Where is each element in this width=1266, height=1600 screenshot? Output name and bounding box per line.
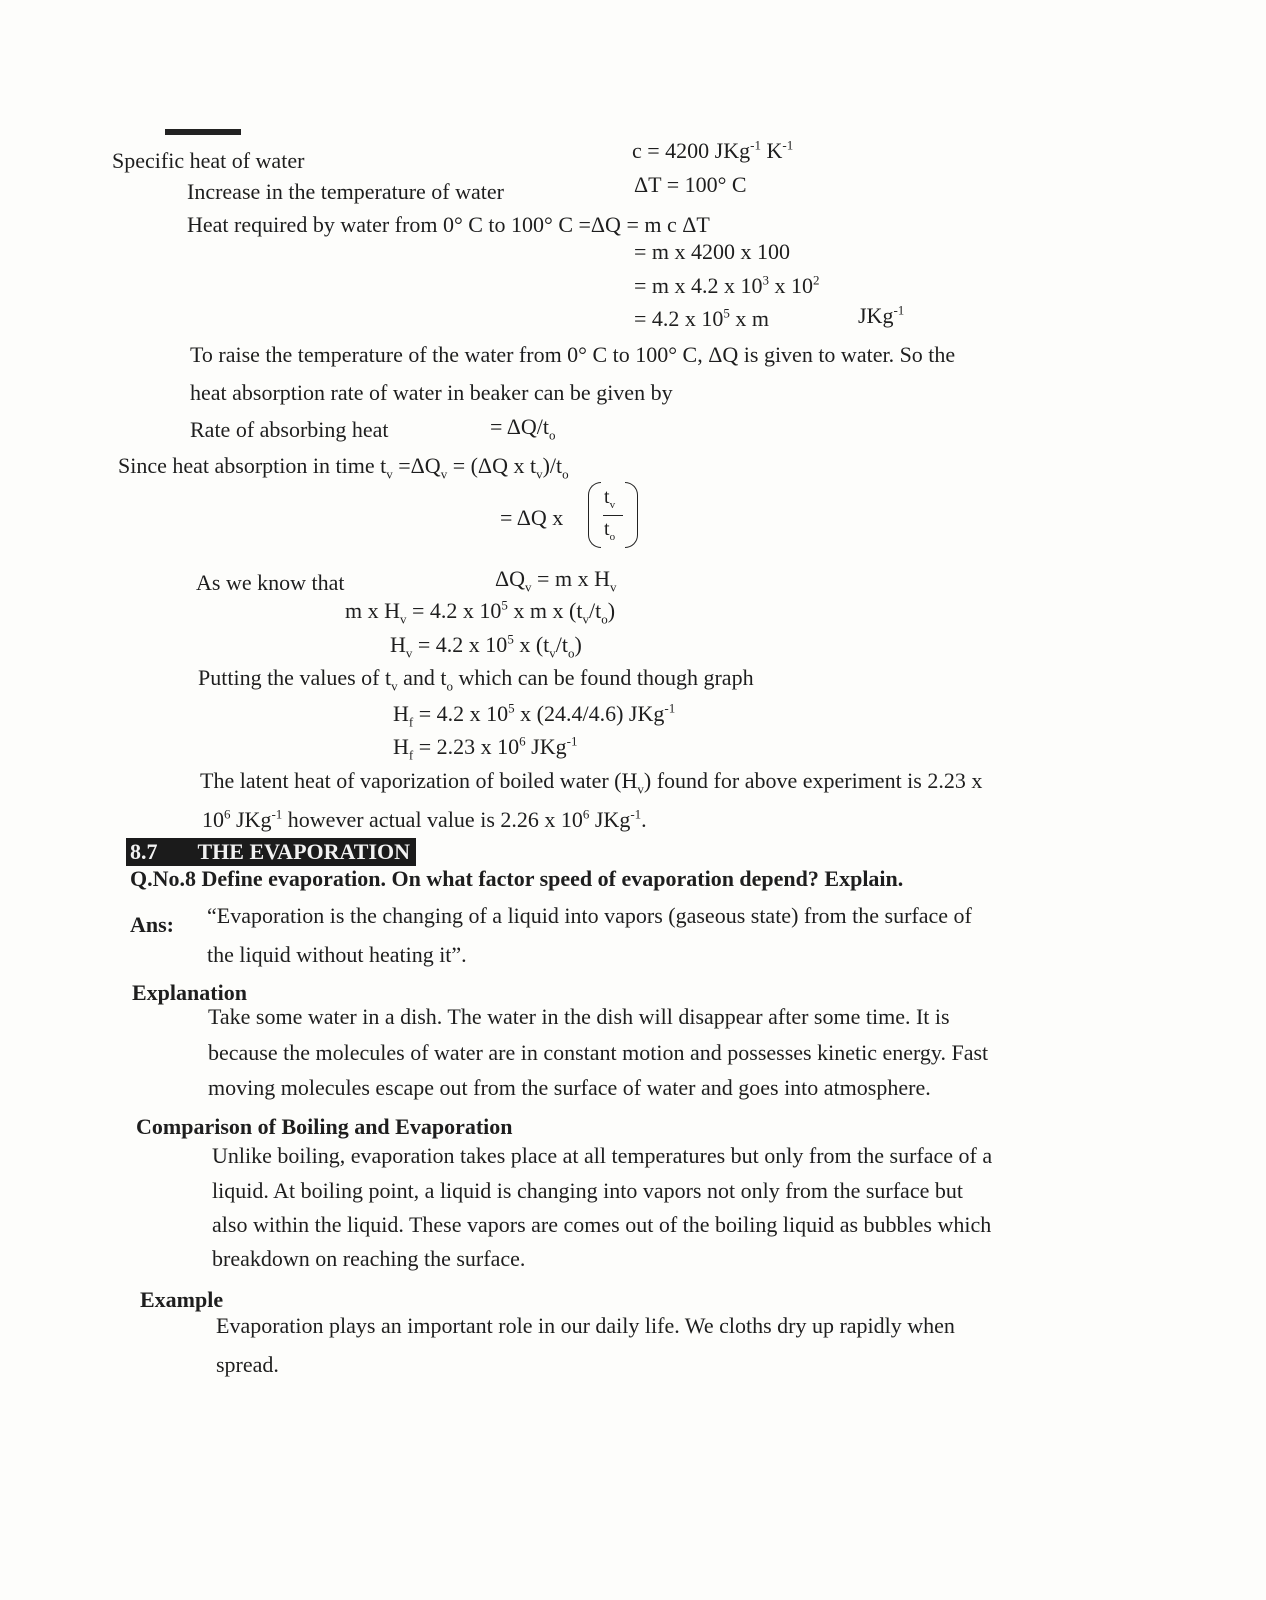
section-number: 8.7 (130, 839, 158, 864)
example-line: Evaporation plays an important role in our daily life. We cloths dry up rapidly when (216, 1313, 955, 1338)
specific-heat-label: Specific heat of water (112, 148, 305, 173)
section-heading (126, 838, 416, 866)
know-label: As we know that (196, 570, 345, 595)
step-3-unit: JKg$^{-1}$ (858, 302, 905, 328)
rate-label: Rate of absorbing heat (190, 417, 389, 442)
equation-2: $H_v = 4.2$ x $10^5$ x $(t_v/t_o)$ (390, 631, 582, 661)
example-heading: Example (140, 1287, 224, 1312)
step-3: = 4.2 x $10^5$ x m (634, 305, 770, 331)
since-line: Since heat absorption in time $t_v =\Delta Q_v = (\Delta Q$ x $t_v)/t_o$ (118, 453, 569, 482)
heat-required-line: Heat required by water from 0° C to 100° C =ΔQ = m c ΔT (187, 212, 710, 237)
example-line: spread. (216, 1352, 279, 1377)
comparison-line: liquid. At boiling point, a liquid is changing into vapors not only from the surface but (212, 1178, 963, 1203)
fraction-numerator: $t_v$ (604, 486, 616, 511)
equation-1: m x $H_v = 4.2$ x $10^5$ x m x $(t_v/t_o)$ (345, 597, 616, 627)
rate-value: = $\Delta Q/t_o$ (490, 414, 556, 443)
equation-3: $H_f = 4.2$ x $10^5$ x (24.4/4.6) JKg$^{-1}$ (393, 700, 676, 730)
fraction-prefix: = ΔQ x (500, 505, 564, 530)
temp-increase-label: Increase in the temperature of water (187, 179, 504, 204)
question: Q.No.8 Define evaporation. On what factor speed of evaporation depend? Explain. (130, 866, 904, 891)
answer-line-1: “Evaporation is the changing of a liquid into vapors (gaseous state) from the surface of (207, 903, 972, 928)
explanation-heading: Explanation (132, 980, 247, 1005)
left-paren (588, 482, 601, 548)
result-line-1: The latent heat of vaporization of boiled water $(H_v)$ found for above experiment is 2.23 x (200, 768, 983, 797)
fraction-tv-over-to (588, 482, 638, 548)
rate-paragraph-line-2: heat absorption rate of water in beaker can be given by (190, 380, 673, 405)
answer-label: Ans: (130, 912, 175, 937)
step-2: = m x 4.2 x $10^3$ x $10^2$ (634, 272, 820, 298)
answer-line-2: the liquid without heating it”. (207, 942, 467, 967)
equation-4: $H_f = 2.23$ x $10^6$ JKg$^{-1}$ (393, 733, 578, 763)
section-title: THE EVAPORATION (197, 839, 411, 864)
comparison-line: breakdown on reaching the surface. (212, 1246, 526, 1271)
comparison-line: also within the liquid. These vapors are comes out of the boiling liquid as bubbles which (212, 1212, 992, 1237)
fraction-denominator: $t_o$ (604, 518, 616, 543)
explanation-line: Take some water in a dish. The water in the dish will disappear after some time. It is (208, 1004, 950, 1029)
know-equation: $\Delta Q_v = m$ x $H_v$ (495, 566, 617, 595)
step-1: = m x 4200 x 100 (634, 239, 791, 264)
comparison-heading: Comparison of Boiling and Evaporation (136, 1114, 513, 1139)
putting-values-line: Putting the values of $t_v$ and $t_o$ which can be found though graph (198, 665, 754, 694)
right-paren (625, 482, 638, 548)
result-line-2: $10^6$ JKg$^{-1}$ however actual value is 2.26 x $10^6$ JKg$^{-1}$. (202, 806, 647, 832)
temp-increase-value: ΔT = 100° C (634, 172, 747, 197)
top-rule (165, 129, 241, 135)
explanation-line: moving molecules escape out from the surface of water and goes into atmosphere. (208, 1075, 931, 1100)
comparison-line: Unlike boiling, evaporation takes place at all temperatures but only from the surface of a (212, 1143, 993, 1168)
specific-heat-value: c = 4200 JKg$^{-1}$ $K^{-1}$ (632, 137, 794, 163)
explanation-line: because the molecules of water are in constant motion and possesses kinetic energy. Fast (208, 1040, 989, 1065)
fraction-bar (603, 515, 623, 516)
rate-paragraph-line-1: To raise the temperature of the water from 0° C to 100° C, ΔQ is given to water. So the (190, 342, 956, 367)
